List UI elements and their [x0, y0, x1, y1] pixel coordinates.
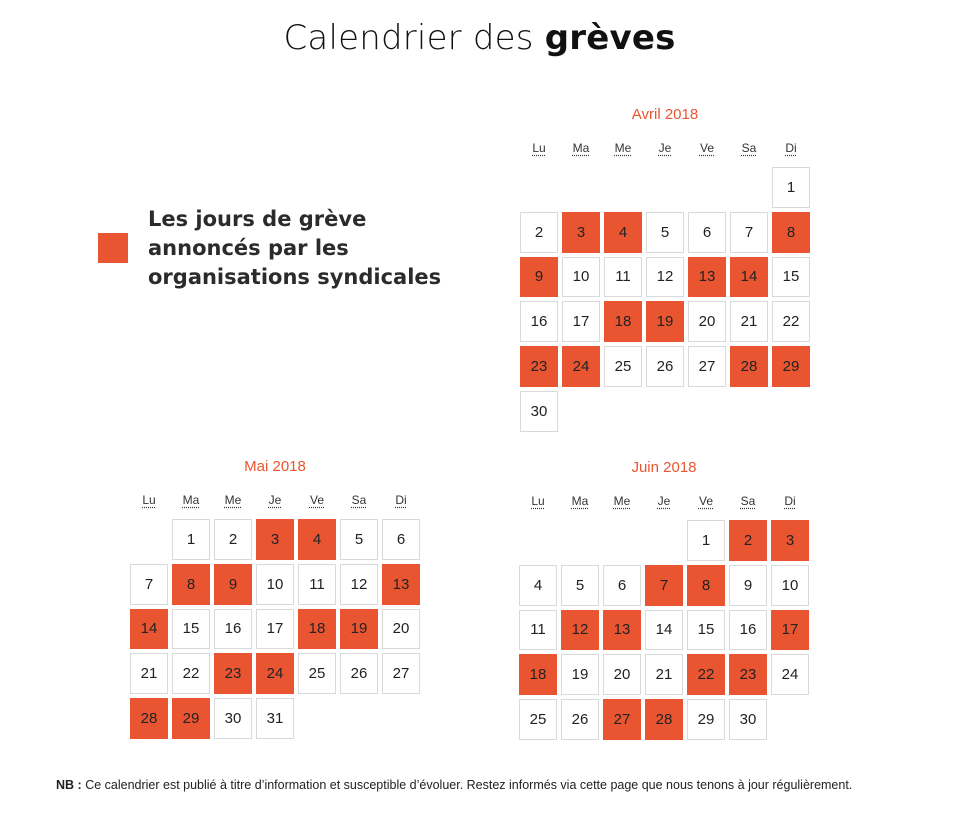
day-cell: 22: [172, 653, 210, 694]
calendar-april: [518, 106, 812, 434]
day-cell: 21: [730, 301, 768, 342]
weekday-label: Lu: [532, 141, 546, 155]
day-cell: 2: [214, 519, 252, 560]
empty-cell: [603, 520, 641, 561]
weekday-label: Me: [224, 493, 242, 507]
empty-cell: [561, 520, 599, 561]
day-cell: 22: [772, 301, 810, 342]
weekday-label: Ve: [309, 493, 324, 507]
empty-cell: [519, 520, 557, 561]
day-cell: 12: [646, 257, 684, 298]
strike-day-cell: 19: [340, 609, 378, 650]
day-grid: [517, 518, 811, 742]
weekday-label: Ve: [699, 141, 714, 155]
day-cell: 25: [604, 346, 642, 387]
day-cell: 11: [298, 564, 336, 605]
strike-day-cell: 22: [687, 654, 725, 695]
day-cell: 12: [340, 564, 378, 605]
day-cell: 1: [772, 167, 810, 208]
weekday-label: Me: [614, 141, 632, 155]
weekday-label: Ve: [698, 494, 713, 508]
strike-day-cell: 13: [688, 257, 726, 298]
day-cell: 30: [214, 698, 252, 739]
day-cell: 31: [256, 698, 294, 739]
strike-day-cell: 3: [256, 519, 294, 560]
day-cell: 7: [130, 564, 168, 605]
strike-day-cell: 18: [298, 609, 336, 650]
strike-day-cell: 3: [562, 212, 600, 253]
strike-day-cell: 8: [772, 212, 810, 253]
day-cell: 1: [687, 520, 725, 561]
strike-day-cell: 18: [519, 654, 557, 695]
strike-day-cell: 2: [729, 520, 767, 561]
strike-day-cell: 14: [130, 609, 168, 650]
day-cell: 20: [688, 301, 726, 342]
day-grid: [518, 165, 812, 434]
day-cell: 26: [646, 346, 684, 387]
strike-day-cell: 14: [730, 257, 768, 298]
strike-day-cell: 17: [771, 610, 809, 651]
weekday-label: Ma: [571, 494, 589, 508]
weekday-header: [517, 494, 811, 518]
title-strong: grèves: [544, 18, 676, 58]
strike-day-cell: 29: [772, 346, 810, 387]
strike-day-cell: 13: [603, 610, 641, 651]
month-title: Avril 2018: [631, 106, 699, 123]
day-cell: 24: [771, 654, 809, 695]
footnote-text: Ce calendrier est publié à titre d’information et susceptible d’évoluer. Restez informés via cette page que nous tenons à jour régulièrement.: [85, 778, 853, 792]
strike-day-cell: 8: [172, 564, 210, 605]
empty-cell: [604, 167, 642, 208]
day-cell: 10: [562, 257, 600, 298]
day-cell: 14: [645, 610, 683, 651]
weekday-label: Ma: [182, 493, 200, 507]
legend-text: Les jours de grève annoncés par les organisations syndicales: [148, 207, 442, 289]
empty-cell: [562, 167, 600, 208]
day-cell: 30: [729, 699, 767, 740]
day-cell: 16: [729, 610, 767, 651]
strike-day-cell: 12: [561, 610, 599, 651]
weekday-label: Lu: [142, 493, 156, 507]
empty-cell: [730, 167, 768, 208]
legend-swatch: [98, 233, 128, 263]
strike-day-cell: 9: [214, 564, 252, 605]
day-cell: 15: [687, 610, 725, 651]
month-title: Mai 2018: [244, 458, 306, 475]
day-cell: 6: [382, 519, 420, 560]
weekday-header: [128, 493, 422, 517]
day-cell: 6: [688, 212, 726, 253]
empty-cell: [645, 520, 683, 561]
weekday-label: Me: [613, 494, 631, 508]
day-cell: 6: [603, 565, 641, 606]
strike-day-cell: 27: [603, 699, 641, 740]
day-cell: 7: [730, 212, 768, 253]
weekday-label: Di: [784, 494, 796, 508]
weekday-label: Di: [395, 493, 407, 507]
strike-day-cell: 4: [298, 519, 336, 560]
day-cell: 5: [340, 519, 378, 560]
strike-day-cell: 28: [645, 699, 683, 740]
day-cell: 17: [562, 301, 600, 342]
day-cell: 2: [520, 212, 558, 253]
strike-day-cell: 23: [520, 346, 558, 387]
strike-day-cell: 18: [604, 301, 642, 342]
day-cell: 11: [519, 610, 557, 651]
weekday-label: Je: [268, 493, 282, 507]
empty-cell: [520, 167, 558, 208]
strike-day-cell: 13: [382, 564, 420, 605]
strike-day-cell: 8: [687, 565, 725, 606]
day-cell: 11: [604, 257, 642, 298]
day-cell: 25: [519, 699, 557, 740]
day-cell: 26: [561, 699, 599, 740]
title-prefix: Calendrier des: [283, 18, 534, 58]
day-cell: 5: [646, 212, 684, 253]
day-cell: 16: [214, 609, 252, 650]
footnote-label: NB :: [56, 778, 82, 792]
weekday-label: Di: [785, 141, 797, 155]
weekday-label: Sa: [351, 493, 367, 507]
calendar-may: [128, 458, 422, 741]
strike-day-cell: 7: [645, 565, 683, 606]
calendar-june: [517, 459, 811, 742]
weekday-label: Je: [657, 494, 671, 508]
day-cell: 5: [561, 565, 599, 606]
day-cell: 19: [561, 654, 599, 695]
day-cell: 4: [519, 565, 557, 606]
weekday-label: Ma: [572, 141, 590, 155]
empty-cell: [646, 167, 684, 208]
day-cell: 15: [172, 609, 210, 650]
strike-day-cell: 3: [771, 520, 809, 561]
weekday-label: Lu: [531, 494, 545, 508]
page-title: [0, 18, 959, 58]
weekday-label: Sa: [741, 141, 757, 155]
day-cell: 16: [520, 301, 558, 342]
strike-day-cell: 24: [256, 653, 294, 694]
day-cell: 29: [687, 699, 725, 740]
day-cell: 9: [729, 565, 767, 606]
strike-day-cell: 9: [520, 257, 558, 298]
empty-cell: [688, 167, 726, 208]
strike-day-cell: 4: [604, 212, 642, 253]
weekday-header: [518, 141, 812, 165]
day-cell: 21: [645, 654, 683, 695]
month-title: Juin 2018: [631, 459, 697, 476]
day-cell: 1: [172, 519, 210, 560]
strike-day-cell: 19: [646, 301, 684, 342]
day-cell: 10: [256, 564, 294, 605]
day-cell: 27: [688, 346, 726, 387]
day-cell: 10: [771, 565, 809, 606]
empty-cell: [130, 519, 168, 560]
day-cell: 30: [520, 391, 558, 432]
day-cell: 20: [603, 654, 641, 695]
day-cell: 26: [340, 653, 378, 694]
strike-day-cell: 28: [730, 346, 768, 387]
day-cell: 17: [256, 609, 294, 650]
day-cell: 20: [382, 609, 420, 650]
day-cell: 27: [382, 653, 420, 694]
day-cell: 25: [298, 653, 336, 694]
day-cell: 15: [772, 257, 810, 298]
strike-day-cell: 23: [214, 653, 252, 694]
weekday-label: Sa: [740, 494, 756, 508]
strike-day-cell: 23: [729, 654, 767, 695]
strike-day-cell: 28: [130, 698, 168, 739]
weekday-label: Je: [658, 141, 672, 155]
strike-day-cell: 29: [172, 698, 210, 739]
day-cell: 21: [130, 653, 168, 694]
strike-day-cell: 24: [562, 346, 600, 387]
day-grid: [128, 517, 422, 741]
footnote: [56, 778, 916, 793]
